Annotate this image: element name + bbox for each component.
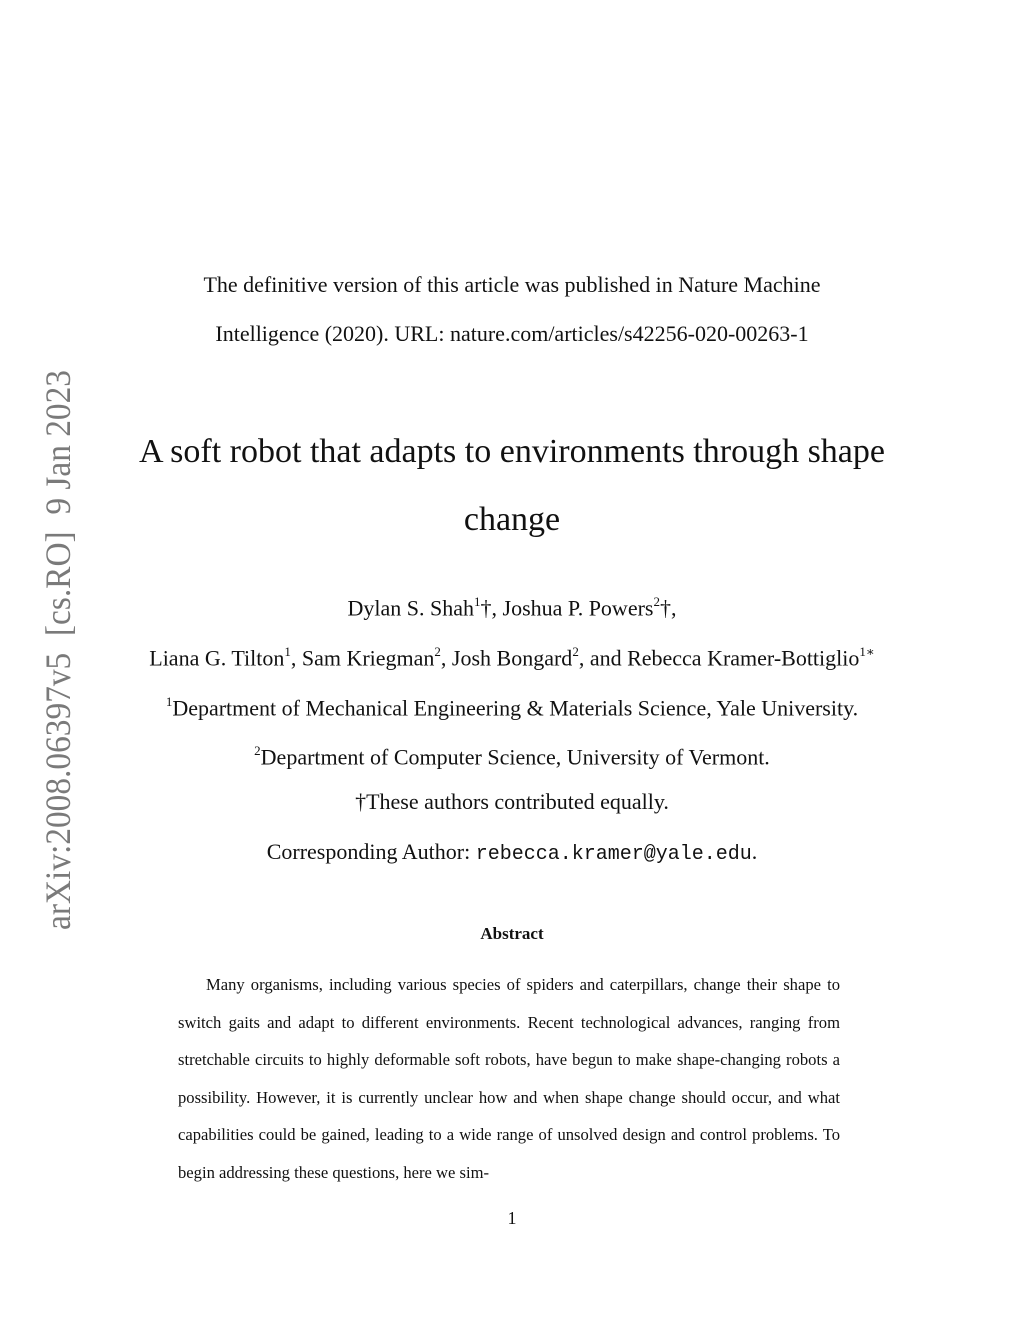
author-separator: , bbox=[440, 645, 452, 671]
corresponding-email[interactable]: rebecca.kramer@yale.edu bbox=[475, 843, 752, 866]
affiliation-1 bbox=[0, 688, 1024, 723]
author-affiliation-mark: 1 bbox=[474, 594, 481, 609]
author-affiliation-mark: 2 bbox=[653, 594, 660, 609]
paper-title-line-1: A soft robot that adapts to environments through shape bbox=[139, 433, 885, 470]
affiliation-text: Department of Computer Science, University of Vermont. bbox=[260, 744, 770, 770]
author-name: Rebecca Kramer-Bottiglio bbox=[627, 645, 860, 671]
affiliation-number: 1 bbox=[165, 694, 173, 709]
abstract-heading: Abstract bbox=[480, 924, 544, 943]
author-equal-mark: †, bbox=[659, 595, 677, 621]
affiliation-text: Department of Mechanical Engineering & Materials Science, Yale University. bbox=[172, 695, 859, 721]
corresponding-author bbox=[0, 837, 1024, 870]
author-name: Josh Bongard bbox=[451, 645, 573, 671]
publication-note-line-1: The definitive version of this article was published in Nature Machine bbox=[203, 272, 821, 297]
author-name: Sam Kriegman bbox=[301, 645, 435, 671]
author-name: Liana G. Tilton bbox=[149, 645, 285, 671]
authors-line-2 bbox=[0, 638, 1024, 673]
author-affiliation-mark: 1∗ bbox=[859, 644, 875, 659]
author-name: Joshua P. Powers bbox=[502, 595, 654, 621]
author-separator: , bbox=[290, 645, 302, 671]
publication-note-line-2: Intelligence (2020). URL: nature.com/articles/s42256-020-00263-1 bbox=[215, 321, 809, 346]
author-affiliation-mark: 2 bbox=[434, 644, 441, 659]
author-equal-mark: †, bbox=[480, 595, 503, 621]
authors-line-1 bbox=[0, 588, 1024, 623]
affiliation-2 bbox=[0, 737, 1024, 772]
paper-title-line-2: change bbox=[463, 501, 561, 538]
author-name: Dylan S. Shah bbox=[347, 595, 475, 621]
author-affiliation-mark: 1 bbox=[284, 644, 291, 659]
corresponding-end: . bbox=[751, 839, 758, 864]
page-number: 1 bbox=[507, 1208, 517, 1228]
affiliation-number: 2 bbox=[254, 743, 261, 758]
equal-contribution-note: †These authors contributed equally. bbox=[355, 789, 669, 814]
author-separator: , and bbox=[578, 645, 628, 671]
corresponding-label: Corresponding Author: bbox=[266, 839, 476, 864]
abstract-text: Many organisms, including various species of spiders and caterpillars, change their shape to switch gaits and adapt to different environments. Recent technological advances, ranging from stretchable circuits to highly deformable soft robots, have begun to make shape-changing robots a possibility. However, it is currently unclear how and when shape change should occur, and what capabilities could be gained, leading to a wide range of unsolved design and control problems. To begin addressing these questions, here we sim- bbox=[178, 975, 840, 1182]
author-affiliation-mark: 2 bbox=[572, 644, 579, 659]
arxiv-stamp-text: arXiv:2008.06397v5 [cs.RO] 9 Jan 2023 bbox=[38, 326, 78, 930]
